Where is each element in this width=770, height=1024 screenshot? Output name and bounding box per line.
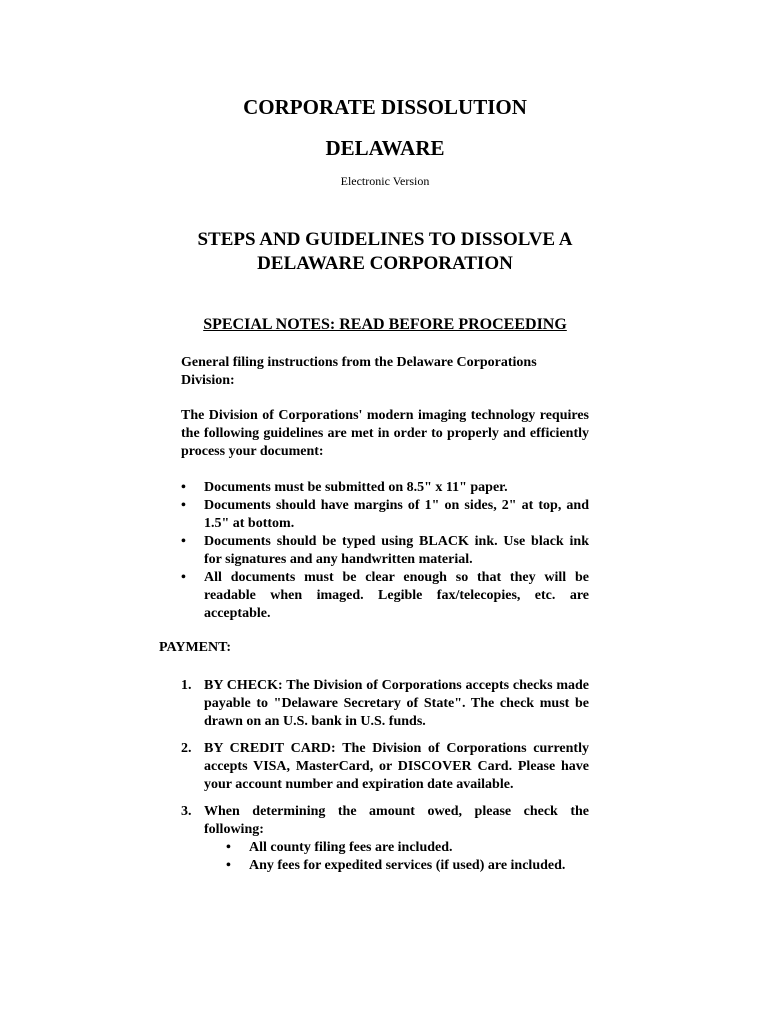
guideline-item (181, 533, 589, 569)
special-notes-heading: SPECIAL NOTES: READ BEFORE PROCEEDING (203, 316, 567, 333)
guideline-text: Documents must be submitted on 8.5" x 11" paper. (204, 480, 508, 495)
fee-checklist (204, 839, 589, 875)
fee-check-text: All county filing fees are included. (249, 840, 453, 855)
payment-item-text: When determining the amount owed, please check the following: (204, 804, 589, 837)
general-instructions-paragraph: General filing instructions from the Delaware Corporations Division: (181, 355, 537, 388)
bullet-icon: • (226, 858, 231, 873)
payment-item-text: BY CHECK: The Division of Corporations accepts checks made payable to "Delaware Secretary of State". The check must be drawn on an U.S. bank in U.S. funds. (204, 678, 589, 729)
document-title: CORPORATE DISSOLUTION (243, 95, 527, 119)
guideline-text: Documents should be typed using BLACK ink. Use black ink for signatures and any handwritten material. (204, 534, 589, 567)
fee-check-item (204, 839, 589, 857)
item-number: 1. (181, 678, 192, 693)
guideline-item (181, 497, 589, 533)
fee-check-item (204, 857, 589, 875)
bullet-icon: • (226, 840, 231, 855)
state-title: DELAWARE (325, 136, 445, 160)
payment-heading: PAYMENT: (159, 640, 232, 655)
item-number: 3. (181, 804, 192, 819)
bullet-icon: • (181, 480, 186, 495)
payment-item (181, 677, 589, 731)
payment-item (181, 740, 589, 794)
payment-list (181, 677, 589, 884)
payment-item (181, 803, 589, 875)
payment-item-text: BY CREDIT CARD: The Division of Corporations currently accepts VISA, MasterCard, or DISCOVER Card. Please have your account number and expiration date available. (204, 741, 589, 792)
guideline-text: Documents should have margins of 1" on sides, 2" at top, and 1.5" at bottom. (204, 498, 589, 531)
bullet-icon: • (181, 498, 186, 513)
fee-check-text: Any fees for expedited services (if used) are included. (249, 858, 566, 873)
guideline-text: All documents must be clear enough so that they will be readable when imaged. Legible fax/telecopies, etc. are acceptable. (204, 570, 589, 621)
version-subtitle: Electronic Version (340, 174, 430, 188)
division-requirements-paragraph: The Division of Corporations' modern imaging technology requires the following guidelines are met in order to properly and efficiently process your document: (181, 408, 589, 459)
guideline-item (181, 569, 589, 623)
steps-heading: STEPS AND GUIDELINES TO DISSOLVE A DELAWARE CORPORATION (197, 229, 573, 274)
bullet-icon: • (181, 534, 186, 549)
bullet-icon: • (181, 570, 186, 585)
guideline-item (181, 479, 589, 497)
guidelines-list (181, 479, 589, 623)
item-number: 2. (181, 741, 192, 756)
